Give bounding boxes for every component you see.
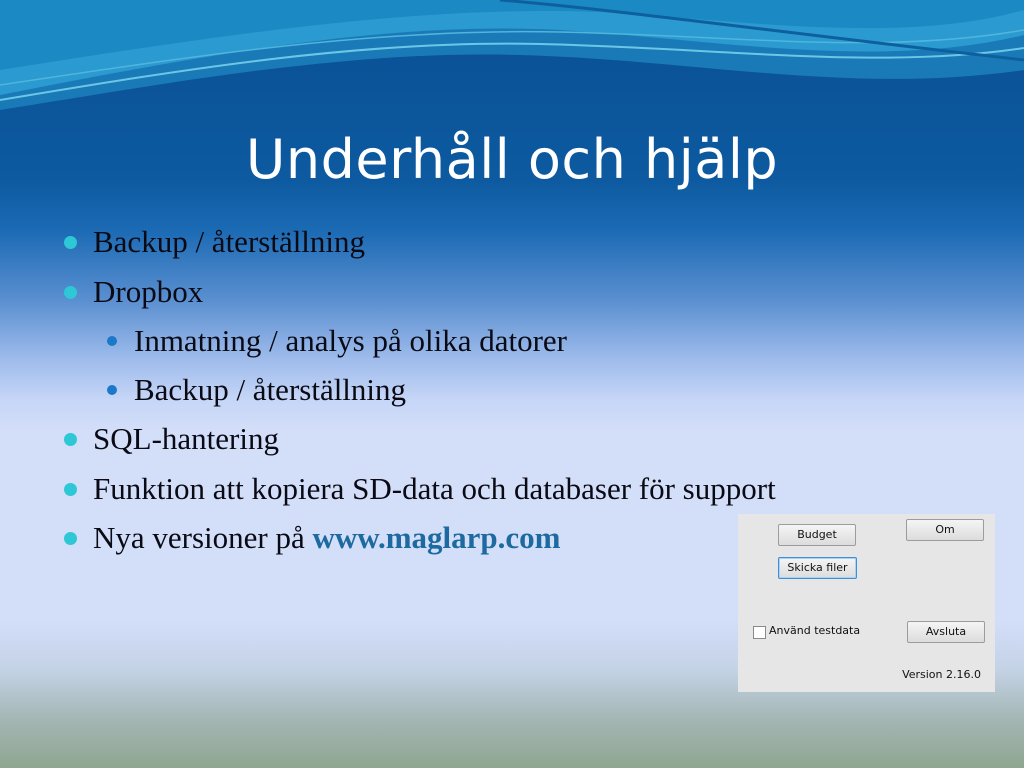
bullet-item: Dropbox [93, 274, 204, 309]
app-screenshot [738, 514, 995, 692]
bullet-item: SQL-hantering [93, 421, 279, 456]
testdata-label: Använd testdata [769, 624, 861, 637]
bullet-icon [64, 433, 77, 446]
wave-decoration [0, 0, 1024, 130]
bullet-icon [64, 532, 77, 545]
avsluta-button: Avsluta [907, 621, 985, 643]
bullet-item-versions [93, 520, 560, 556]
sub-bullet-item: Inmatning / analys på olika datorer [134, 323, 568, 358]
bullet-icon [64, 483, 77, 496]
slide-title: Underhåll och hjälp [245, 128, 779, 191]
website-link[interactable]: www.maglarp.com [312, 520, 561, 555]
bullet-icon [64, 286, 77, 299]
sub-bullet-item: Backup / återställning [134, 372, 407, 407]
budget-button: Budget [778, 524, 856, 546]
bullet-item: Backup / återställning [93, 224, 366, 259]
testdata-checkbox [753, 626, 766, 639]
bullet-text: Nya versioner på [93, 520, 313, 555]
om-button: Om [906, 519, 984, 541]
sub-bullet-icon [107, 336, 117, 346]
version-label: Version 2.16.0 [902, 668, 981, 681]
skicka-filer-button: Skicka filer [778, 557, 857, 579]
bullet-item: Funktion att kopiera SD-data och databaser för support [93, 471, 776, 506]
sub-bullet-icon [107, 385, 117, 395]
bullet-icon [64, 236, 77, 249]
